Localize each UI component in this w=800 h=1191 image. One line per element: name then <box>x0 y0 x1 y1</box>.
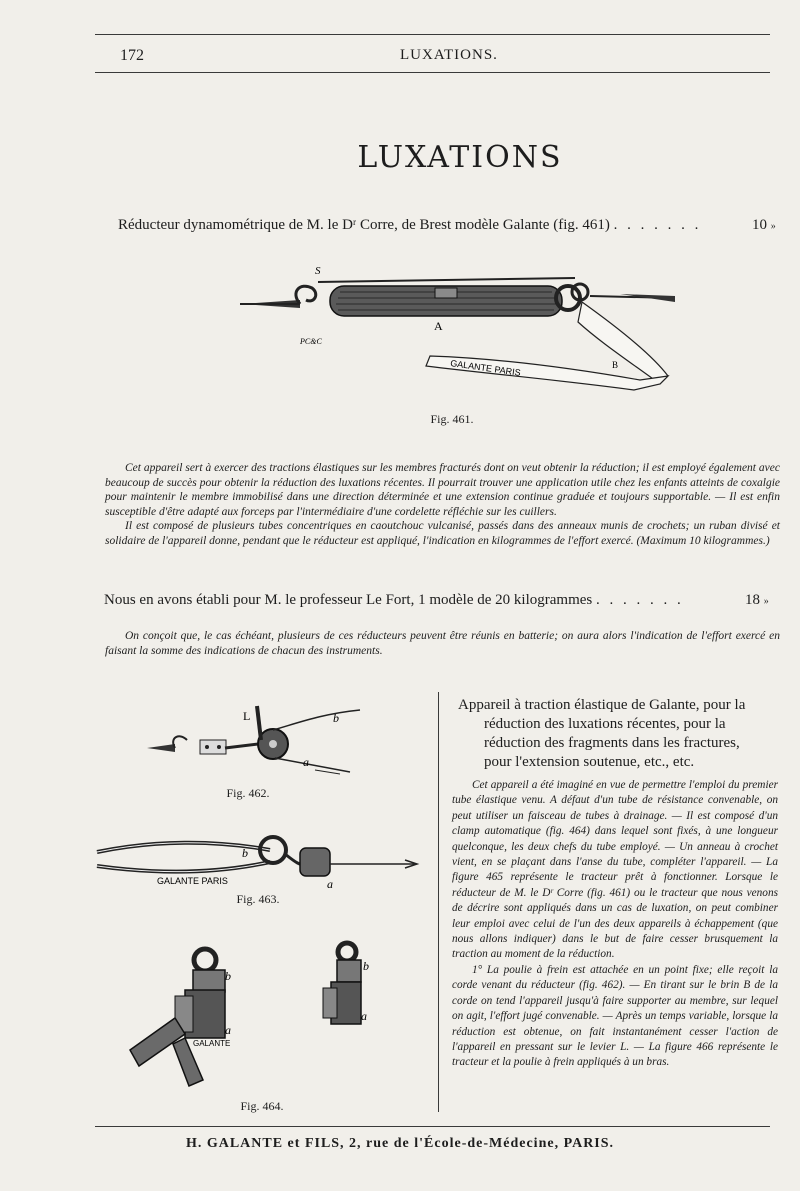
right-column-title <box>458 696 778 772</box>
paragraph-3-block <box>105 629 780 658</box>
fig-463-label-b: b <box>242 846 248 860</box>
page-title: LUXATIONS <box>357 140 563 175</box>
footer-address: H. GALANTE et FILS, 2, rue de l'École-de-Médecine, PARIS. <box>185 1136 615 1151</box>
fig-461-label-a: A <box>434 319 443 333</box>
column-divider <box>438 692 439 1112</box>
right-column-body <box>452 778 778 1071</box>
fig-461-label-s: S <box>315 265 321 277</box>
title-line-2: réduction des luxations récentes, pour la <box>484 716 726 732</box>
item-2-text: Nous en avons établi pour M. le professeur Le Fort, 1 modèle de 20 kilogrammes <box>104 592 593 608</box>
item-1-dots: . . . . . . . <box>613 217 702 233</box>
item-1-description <box>118 217 701 234</box>
title-line-4: pour l'extension soutenue, etc., etc. <box>484 754 695 770</box>
fig-461-strap-text: GALANTE PARIS <box>449 358 522 378</box>
item-2-description <box>104 592 684 609</box>
fig-463-stamp: GALANTE PARIS <box>157 876 228 886</box>
fig-462-label-l: L <box>243 709 251 723</box>
fig-464-label-a: a <box>225 1023 231 1037</box>
item-2-price <box>745 592 769 609</box>
fig-463-caption: Fig. 463. <box>236 892 280 906</box>
svg-text:a: a <box>361 1009 367 1023</box>
figure-463-illustration <box>95 822 425 892</box>
right-paragraph-b: 1° La poulie à frein est attachée en un point fixe; elle reçoit la corde venant du réducteur (fig. 462). — En tirant sur le brin B de la corde on tend l'appareil jusqu'à faire supporter au membre, sur lequel on agit, l'effort jugé convenable. — Après un temps variable, lorsque la réduction est obtenue, on fait instantanément cesser l'action de l'appareil en pressant sur le levier L. — La figure 466 représente le tracteur et la poulie à frein appliqués à un bras. <box>452 963 778 1069</box>
svg-text:b: b <box>363 959 369 973</box>
item-1-price-value: 10 <box>752 217 767 233</box>
figure-464-illustration <box>125 930 385 1100</box>
paragraph-2: Il est composé de plusieurs tubes concentriques en caoutchouc vulcanisé, passés dans des anneaux munis de crochets; un ruban divisé et solidaire de l'appareil donne, pendant que le réducteur est appliqué, l'indication en kilogrammes de l'effort exercé. (Maximum 10 kilogrammes.) <box>105 520 780 547</box>
title-line-1: Appareil à traction élastique de Galante, pour la <box>458 697 746 713</box>
fig-464-label-b: b <box>225 969 231 983</box>
item-1-price-unit: » <box>770 221 776 232</box>
item-1-text: Réducteur dynamométrique de M. le Dʳ Corre, de Brest modèle Galante (fig. 461) <box>118 217 610 233</box>
item-2-price-unit: » <box>763 596 769 607</box>
fig-464-caption: Fig. 464. <box>240 1099 284 1113</box>
item-2-price-value: 18 <box>745 592 760 608</box>
fig-462-caption: Fig. 462. <box>226 786 270 800</box>
paragraph-3: On conçoit que, le cas échéant, plusieurs de ces réducteurs peuvent être réunis en batterie; on aura alors l'indication de l'effort exercé en faisant la somme des indications de chacun des instruments. <box>105 630 780 657</box>
running-title: LUXATIONS. <box>400 47 498 63</box>
fig-463-label-a: a <box>327 877 333 891</box>
right-paragraph-a: Cet appareil a été imaginé en vue de permettre l'emploi du premier tube élastique venu. A défaut d'un tube de résistance convenable, on peut utiliser un faisceau de tubes à drainage. — Il est composé d'un clamp automatique (fig. 464) dans lequel sont fixés, à une longueur quelconque, les deux chefs du tube employé. — Un anneau à crochet vient, en se plaçant dans l'anse du tube, compléter l'appareil. — La figure 465 représente le tracteur prêt à fonctionner. Lorsque le réducteur de M. le Dʳ Corre (fig. 461) ou le tracteur que nous venons de décrire sont appliqués dans un cas de luxation, on peut combiner leur emploi avec celui de l'un des deux appareils à échappement (que nous allons indiquer) dans le but de faire cesser brusquement la traction au moment de la réduction. <box>452 779 778 961</box>
fig-461-label-b: B <box>612 360 619 370</box>
figure-461-illustration <box>230 262 680 402</box>
item-1-price <box>752 217 776 234</box>
figure-462-illustration <box>145 700 375 780</box>
fig-462-label-b: b <box>333 711 339 725</box>
fig-464-stamp: GALANTE <box>193 1039 231 1048</box>
footer-rule <box>95 1126 770 1127</box>
item-2-dots: . . . . . . . <box>595 592 684 608</box>
description-block <box>105 461 780 548</box>
fig-461-engraver: PC&C <box>300 337 322 346</box>
top-rule <box>95 34 770 35</box>
paragraph-1: Cet appareil sert à exercer des tractions élastiques sur les membres fracturés dont on veut obtenir la réduction; il est employé également avec beaucoup de succès pour obtenir la réduction des luxations récentes. Il pourrait trouver une application utile chez les enfants atteints de coxalgie pour maintenir le membre immobilisé dans une direction déterminée et une extension continue graduée et toujours supportable. — Il est enfin susceptible d'être adapté aux forceps par l'intermédiaire d'une cordelette réfléchie sur les cuillers. <box>105 462 780 518</box>
title-line-3: réduction des fragments dans les fractures, <box>484 735 740 751</box>
fig-461-caption: Fig. 461. <box>430 412 474 426</box>
header-rule <box>95 72 770 73</box>
page-number: 172 <box>120 47 144 64</box>
fig-462-label-a: a <box>303 755 309 769</box>
